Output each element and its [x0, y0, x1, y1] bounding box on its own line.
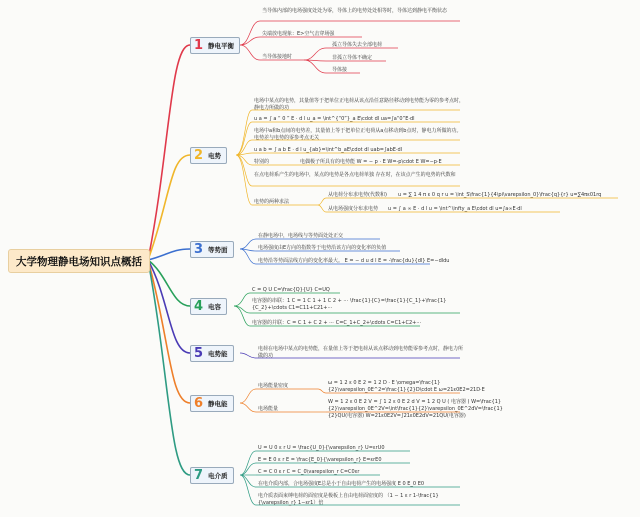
two-methods: 电势的两种求法: [254, 199, 290, 205]
isolated-conductor: 孤立导体失去全部电荷: [332, 42, 383, 48]
superposition: 在点电荷系产生的电场中，某点的电势是各点电荷单独 存在时，在该点产生的电势的代数和: [254, 172, 456, 178]
method-field-distribution: 从电场强度分布求电势: [328, 206, 379, 212]
bound-charge-density: 电介质表面束缚电荷的面密度是极板上自由电荷面密度的 （1 − 1 ε r 1-\frac{1}{\varepsilon_r} 1−εr1）倍: [258, 493, 439, 506]
branch-electrostatic-equilibrium: [190, 37, 240, 54]
branch-label: 电势: [208, 152, 222, 160]
branch-number: 3: [194, 242, 204, 257]
branch-dielectric: [190, 467, 234, 484]
grounding: 当导体接地时: [262, 54, 293, 60]
branch-potential-energy: [190, 345, 234, 362]
potential-formula: u a = ∫ a “ 0 ” E · d l u_a = \int^{“0”}_a E\cdot dl ua=∫a“0”E·dl: [254, 116, 415, 122]
point-discharge: 尖端放电现象：E>空气击穿场强: [262, 31, 335, 37]
branch-number: 1: [194, 38, 204, 53]
dielectric-internal-field: 在电介质内部，合电场强度E总是小于自由电荷产生的电场强度 E 0 E_0 E0: [258, 481, 425, 487]
dielectric-field: E = E 0 ε r E = \frac{E_0}{\varepsilon_r} E=εrE0: [258, 457, 382, 463]
series-capacitors: 电容器的串联：1 C = 1 C 1 + 1 C 2 + ⋯ \frac{1}{C}=\frac{1}{C_1}+\frac{1}{C_2}+\cdots C1=C11+C21+⋯: [252, 298, 447, 311]
potential-difference: 电场中a和b点间的电势差，其量值上等于把单位正电荷从a点移动到b点时，静电力所做的功。电势差与电势的零参考点无关: [254, 128, 462, 141]
energy-density-label: 电场能量密度: [258, 383, 289, 389]
branch-number: 6: [194, 396, 204, 411]
potential-difference-formula: u a b = ∫ a b E · d l u_{ab}=\int^b_aE\cdot dl uab=∫abE·dl: [254, 147, 403, 153]
root-topic: 大学物理静电场知识点概括: [8, 249, 150, 273]
method-charge-distribution: 从电荷分布求电势(代数和): [328, 192, 387, 198]
non-isolated-conductor: 非孤立导体不确定: [332, 55, 373, 61]
branch-number: 4: [194, 299, 204, 314]
conductor-ground: 导体接: [332, 67, 348, 73]
branch-label: 电介质: [208, 472, 228, 480]
branch-number: 7: [194, 468, 204, 483]
branch-electrostatic-energy: [190, 395, 234, 412]
branch-potential: [190, 147, 227, 164]
max-rate: 电势沿等势面法线方向的变化率最大。 E = − d u d l E = -\frac{du}{dl} E=−dldu: [258, 258, 450, 264]
field-gradient: 电场强度由E方向的指数等于电势沿该方向的变化率的负值: [258, 245, 387, 251]
branch-label: 等势面: [208, 246, 228, 254]
dielectric-capacitance: C = C 0 ε r C = C_0\varepsilon_r C=C0εr: [258, 469, 360, 475]
capacitance-definition: C = Q U C=\frac{Q}{U} C=UQ: [252, 287, 330, 293]
potential-definition: 电场中某点的电势，其量值等于把单位正电荷从该点沿任意路径移动到电势能为零的参考点时，静电力所做的功: [254, 98, 465, 111]
method-field-formula: u = ∫ a ∞ E · d l u = \int^\infty_a E\cdot dl u=∫a∞E·dl: [388, 206, 522, 212]
method-charge-formula: u = ∑ 1 4 π ε 0 q r u = \int_S\frac{1}{4\pi\varepsilon_0}\frac{q}{r} u=∑4πε01rq: [398, 192, 602, 198]
branch-label: 电容: [208, 303, 222, 311]
parallel-capacitors: 电容器的并联：C = C 1 + C 2 + ⋯ C=C_1+C_2+\cdots C=C1+C2+⋯: [252, 320, 422, 326]
orthogonal-lines: 在静电场中，电场线与等势面处处正交: [258, 233, 344, 239]
branch-label: 电势能: [208, 350, 228, 358]
field-energy-formula: W = 1 2 ε 0 E 2 V = ∫ 1 2 ε 0 E 2 d V = 1 2 Q U ( 电容器 ) W=\frac{1}{2}\varepsilon_0E^2V=\int\frac{1}{2}\varepsilon_0E^2dV=\frac{1}{2}QU(电容器) W=21ε0E2V=∫21ε0E2dV=21QU(电容器): [328, 399, 503, 419]
branch-number: 5: [194, 346, 204, 361]
branch-label: 静电能: [208, 400, 228, 408]
energy-density-formula: ω = 1 2 ε 0 E 2 = 1 2 D · E \omega=\frac{1}{2}\varepsilon_0E^2=\frac{1}{2}D\cdot E ω=21ε0E2=21D·E: [328, 380, 485, 393]
branch-label: 静电平衡: [208, 42, 235, 50]
branch-equipotential: [190, 241, 234, 258]
branch-capacitance: [190, 298, 227, 315]
branch-number: 2: [194, 148, 204, 163]
dielectric-voltage: U = U 0 ε r U = \frac{U_0}{\varepsilon_r} U=εrU0: [258, 445, 385, 451]
special-case: 特别的: [254, 159, 270, 165]
equilibrium-definition: 当导体内部的电场强度处处为零，导体上的电势处处相等时，导体达到静电平衡状态: [262, 8, 448, 14]
field-energy-label: 电场能量: [258, 406, 279, 412]
dipole-energy: 电偶极子所具有的电势能 W = − p · E W=-p\cdot E W=−p·E: [300, 159, 442, 165]
potential-energy-definition: 电荷在电场中某点的电势能，在量值上等于把电荷从该点移动到电势能零参考点时，静电力所做的功: [258, 346, 464, 359]
